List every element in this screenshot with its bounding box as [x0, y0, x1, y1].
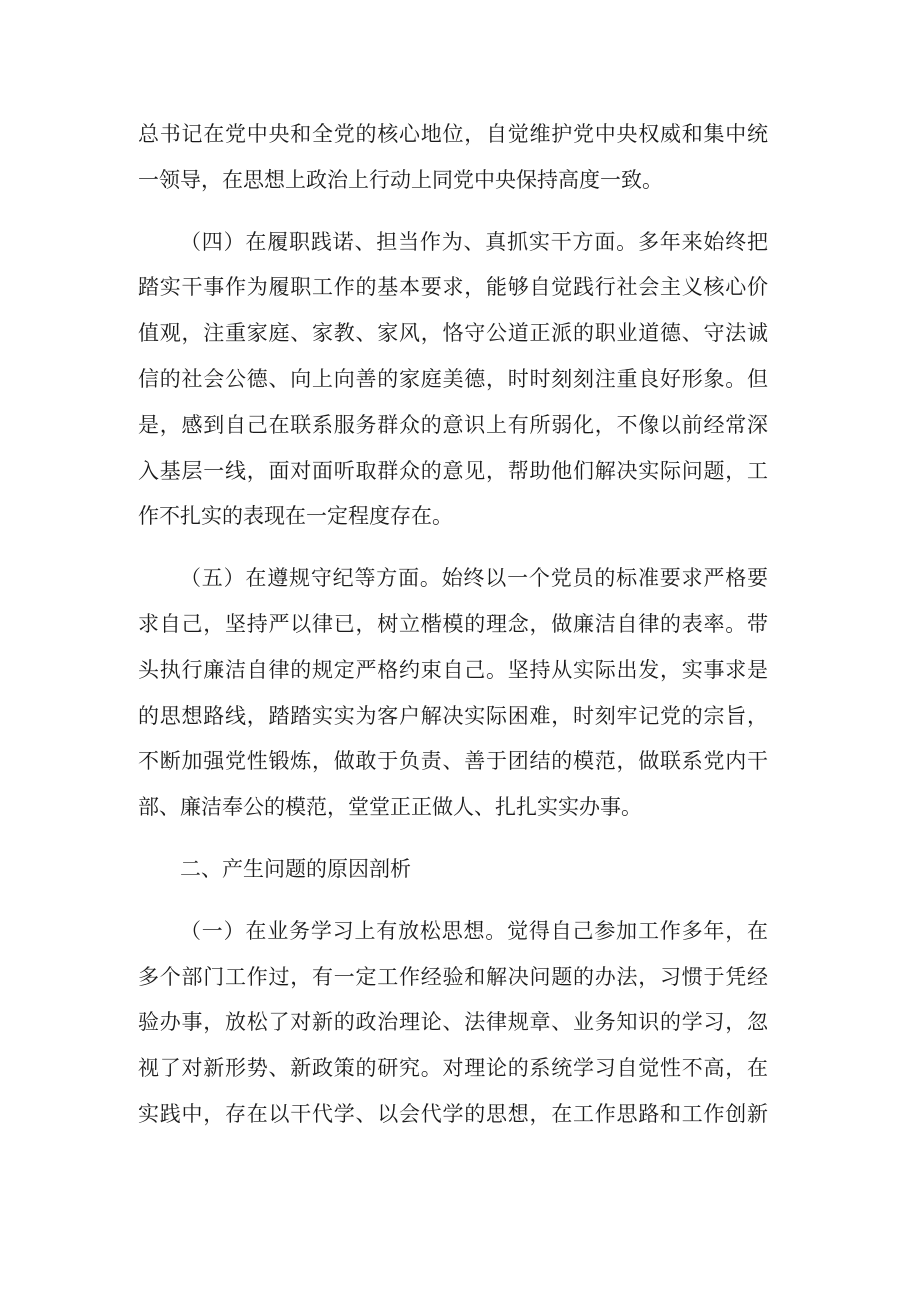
paragraph-duty-performance: [138, 220, 768, 541]
paragraph-spacer: [138, 204, 768, 220]
text-line: 是，感到自己在联系服务群众的意识上有所弱化，不像以前经常深: [138, 412, 768, 437]
text-line: 视了对新形势、新政策的研究。对理论的系统学习自觉性不高，在: [138, 1056, 768, 1081]
text-line: 求自己，坚持严以律已，树立楷模的理念，做廉洁自律的表率。带: [138, 611, 768, 636]
text-line: 一领导，在思想上政治上行动上同党中央保持高度一致。: [138, 167, 663, 192]
text-line: 实践中，存在以干代学、以会代学的思想，在工作思路和工作创新: [138, 1101, 768, 1126]
text-line: 入基层一线，面对面听取群众的意见，帮助他们解决实际问题，工: [138, 458, 768, 483]
text-line: （四）在履职践诺、担当作为、真抓实干方面。多年来始终把: [180, 229, 768, 254]
document-body: [138, 112, 768, 1138]
text-line: （五）在遵规守纪等方面。始终以一个党员的标准要求严格要: [180, 566, 768, 591]
text-line: 踏实干事作为履职工作的基本要求，能够自觉践行社会主义核心价: [138, 275, 768, 300]
paragraph-spacer: [138, 540, 768, 556]
paragraph-study: [138, 909, 768, 1138]
text-line: 作不扎实的表现在一定程度存在。: [138, 504, 453, 529]
text-line: 不断加强党性锻炼，做敢于负责、善于团结的模范，做联系党内干: [138, 749, 768, 774]
text-line: 多个部门工作过，有一定工作经验和解决问题的办法，习惯于凭经: [138, 964, 768, 989]
text-line: 部、廉洁奉公的模范，堂堂正正做人、扎扎实实办事。: [138, 795, 642, 820]
text-line: 信的社会公德、向上向善的家庭美德，时时刻刻注重良好形象。但: [138, 366, 768, 391]
text-line: 验办事，放松了对新的政治理论、法律规章、业务知识的学习，忽: [138, 1010, 768, 1035]
text-line: （一）在业务学习上有放松思想。觉得自己参加工作多年，在: [180, 918, 768, 943]
paragraph-continuation: [138, 112, 768, 204]
paragraph-discipline: [138, 556, 768, 831]
text-line: 的思想路线，踏踏实实为客户解决实际困难，时刻牢记党的宗旨，: [138, 703, 768, 728]
text-line: 值观，注重家庭、家教、家风，恪守公道正派的职业道德、守法诚: [138, 321, 768, 346]
text-line: 总书记在党中央和全党的核心地位，自觉维护党中央权威和集中统: [138, 122, 768, 146]
paragraph-spacer: [138, 831, 768, 847]
paragraph-spacer: [138, 893, 768, 909]
text-line: 头执行廉洁自律的规定严格约束自己。坚持从实际出发，实事求是: [138, 657, 768, 682]
section-heading: 二、产生问题的原因剖析: [180, 856, 411, 881]
